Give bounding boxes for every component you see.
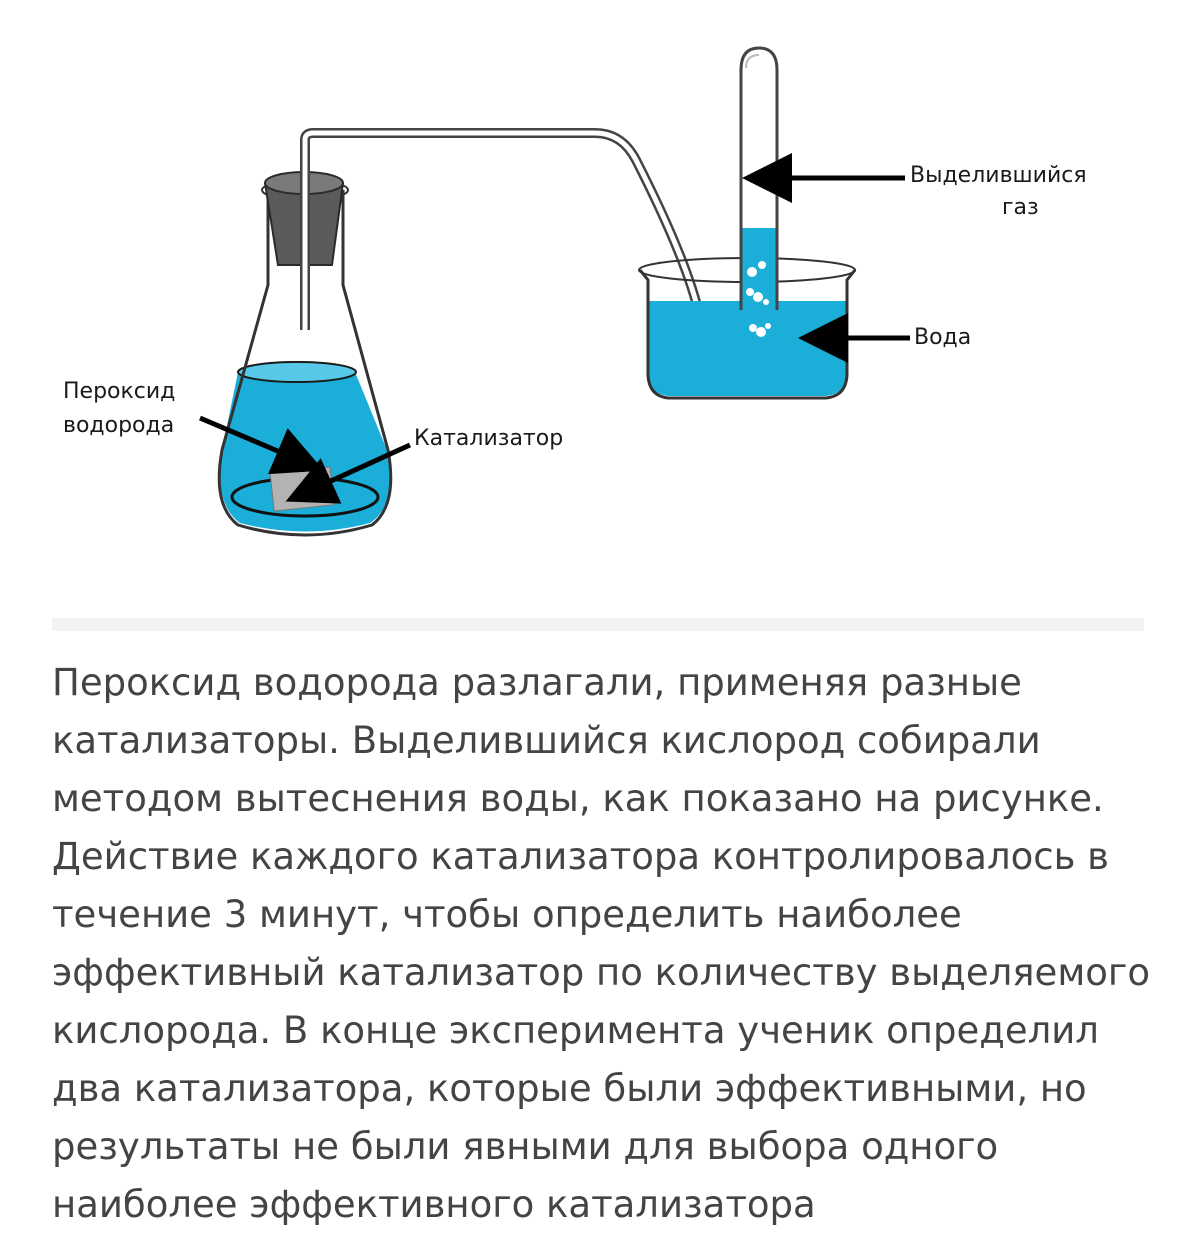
- divider: [52, 618, 1144, 631]
- label-gas-line2: газ: [1002, 195, 1039, 220]
- catalyst-piece: [270, 467, 334, 511]
- beaker-water: [647, 301, 847, 396]
- label-peroxide-line1: Пероксид: [63, 379, 176, 404]
- label-water: Вода: [914, 325, 972, 350]
- collection-test-tube: [741, 48, 777, 337]
- label-gas-line1: Выделившийся: [910, 163, 1087, 188]
- label-peroxide-line2: водорода: [63, 413, 175, 438]
- question-text: Пероксид водорода разлагали, применяя разные катализаторы. Выделившийся кислород собирали методом вытеснения воды, как показано на рисунке. Действие каждого катализатора контролировалось в течение 3 минут, чтобы определить наиболее эффективный катализатор по количеству выделяемого кислорода. В конце эксперимента ученик определил два катализатора, которые были эффективными, но результаты не были явными для выбора одного наиболее эффективного катализатора: [52, 661, 1150, 1226]
- experiment-diagram: [0, 0, 1198, 600]
- label-catalyst: Катализатор: [414, 426, 564, 451]
